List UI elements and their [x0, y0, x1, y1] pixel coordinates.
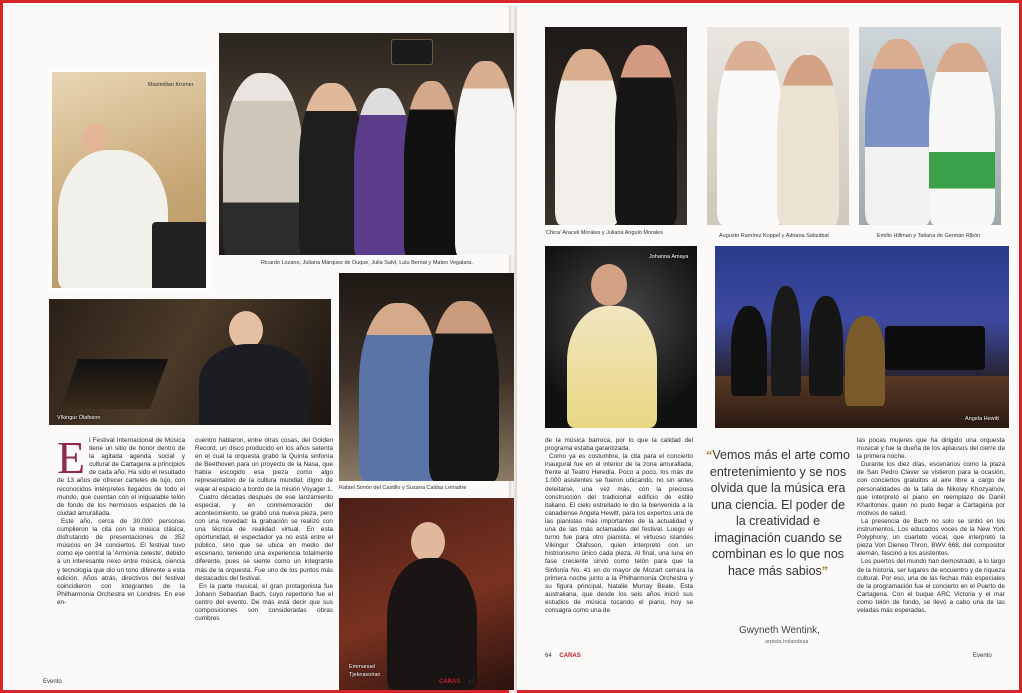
article-column-1	[545, 437, 693, 615]
caption-tjeknavorian-line1: Emmanuel	[349, 664, 376, 670]
caption-olafsson: Víkingur Ólafsson	[57, 415, 101, 421]
caption-group: Ricardo Lozano, Juliana Márquez de Duque, Julia Salvi, Lulu Bernal y Mateo Vegalara.	[261, 260, 473, 266]
quote-open-mark: “	[706, 448, 713, 462]
piano-shape	[60, 359, 168, 409]
photo-johanna-amaya	[545, 246, 697, 428]
page-number: 63	[468, 679, 475, 685]
article-paragraph: Este año, cerca de 30.000 personas cumplieron la cita con la música clásica, disfrutando de presentaciones de 352 músicos en 34 conciertos. El festival tuvo como eje central la 'Armonía celeste', debido a un interesante nexo entre música, ciencia y tecnología que dio un tono diferente a esta edición. Años atrás, directivos del festival coincidieron con integrantes de la Philharmonia Orchestra en Londres. En ese en-	[57, 517, 185, 606]
photo-emilio-hillman	[859, 27, 1001, 225]
photo-group-five	[219, 33, 514, 255]
caption-hewitt: Angela Hewitt	[965, 416, 999, 422]
caption-kromer: Maximilian Kromer	[148, 82, 194, 88]
article-intro: l Festival Internacional de Música tiene un sitio de honor dentro de la agitada agenda social y cultural de Cartagena a principios de cada año. Ha sido el resultado de 13 años de ofrecer carteles de lujo, con reconocidos intérpretes llegados de todo el mundo, que cuentan con el inigualable telón de fondo de los hermosos espacios de la ciudad amurallada.	[57, 437, 185, 517]
caption-amaya: Johanna Amaya	[649, 254, 689, 260]
photo-augusto-ramirez	[707, 27, 849, 225]
caption-simon: Rafael Simón del Castillo y Susana Caldas Lemaitre	[339, 485, 467, 491]
caption-morales: 'Chica' Araceli Morales y Juliana Angulo Morales	[545, 230, 663, 236]
photo-emmanuel-tjeknavorian	[339, 498, 514, 690]
article-paragraph: Cuatro décadas después de ese lanzamiento especial, y en conmemoración del acontecimiento, se grabó una nueva pieza, pero con una novedad: la grabación se realizó con una técnica de realidad virtual. En esta oportunidad, el espectador ya no está entre el público, sino que se ubica en medio del escenario, teniendo una experiencia totalmente diferente, pues se siente como un integrante más de la orquesta. Fue uno de los puntos más destacados del festival.	[195, 493, 333, 582]
right-page	[517, 9, 1017, 684]
left-footer-section: Evento	[43, 679, 62, 685]
clock-sign	[391, 39, 433, 65]
caption-tjeknavorian-line2: Tjeknavorian	[349, 672, 381, 678]
right-footer-section: Evento	[973, 653, 992, 659]
quote-text: Vemos más el arte como entretenimiento y se nos olvida que la música era una ciencia. El poder de la creatividad e imaginación cuando se combinan es lo que nos hace más sabios	[709, 448, 850, 578]
article-column-2	[195, 437, 333, 623]
article-paragraph: Los puertos del mundo han demostrado, a lo largo de la historia, ser lugares de encuentro y de riqueza cultural. Por eso, una de las fechas más especiales de la programación fue el concierto en el Puerto de Cartagena. Con el buque ARC Victoria y el mar como telón de fondo, se llevó a cabo una de las veladas más esperadas.	[857, 558, 1005, 614]
article-column-1	[57, 432, 185, 607]
left-footer-folio	[439, 679, 475, 685]
article-column-3	[857, 437, 1005, 615]
article-paragraph: La presencia de Bach no solo se sintió en los instrumentos. Los educados voces de la New York Polyphony, un cuarteto vocal, que interpretó la pieza Von Dieneo Thron, BWV 668, del compositor alemán, fascinó a los asistentes.	[857, 517, 1005, 558]
left-page	[9, 9, 509, 684]
article-paragraph: En la parte musical, el gran protagonista fue Johann Sebastian Bach, cuyo repertorio fue el centro del evento. De más está decir que sus composiciones son consideradas obras cumbres	[195, 582, 333, 623]
grand-piano	[885, 326, 985, 370]
photo-araceli-morales	[545, 27, 687, 225]
article-paragraph: Como ya es costumbre, la cita para el concierto inaugural fue en el interior de la zona amurallada, frente al Teatro Heredia. Poco a poco, los más de 1.000 asistentes se fueron ubicando, no sin antes deleitarse, una vez más, con la preciosa construcción del tradicional edificio de estilo italiano. El cielo estrellado le dio la bienvenida a la canadiense Angela Hewitt, para los expertos una de las pianistas más importantes de la actualidad y una de las más aclamadas del festival. Luego el turno fue para otro pianista, el virtuoso islandés Víkingur Ólafsson, quien interpretó con un histrionismo único cada pieza. Al final, una luna en fase creciente sirvió como telón para que la Sinfonía No. 41 en do mayor de Mozart cerrara la primera noche junto a la Philharmonia Orchestra y su figura principal, Natalie Murray Beale. Esta australiana, que desde los seis años inició sus estudios de música tocando el piano, hoy se consagra como una de	[545, 453, 693, 614]
pull-quote	[705, 447, 851, 579]
quote-author: Gwyneth Wentink,	[739, 625, 820, 636]
page-number: 64	[545, 653, 552, 659]
article-paragraph: de la música barroca, por lo que la calidad del programa estaba garantizada.	[545, 437, 693, 453]
photo-maximilian-kromer	[49, 69, 209, 291]
right-footer-folio	[545, 653, 581, 659]
footer-brand: CARAS	[439, 679, 461, 685]
quote-close-mark: ”	[821, 563, 829, 578]
article-paragraph: Durante los diez días, escenarios como la plaza de San Pedro Claver se vistieron para la ocasión, con conciertos gratuitos al aire libre a cargo de personalidades de la talla de Nikolay Khozyainov, que interpretó el piano en reemplazo de Daniil Kharitonov, quien no pudo llegar a Cartagena por motivos de salud.	[857, 461, 1005, 517]
quote-author-role: arpista holandesa	[765, 639, 809, 645]
footer-brand: CARAS	[559, 653, 581, 659]
photo-vikingur-olafsson	[49, 299, 331, 425]
caption-ramirez: Augusto Ramírez Koppel y Adriana Satizábal	[719, 233, 829, 239]
article-paragraph: cuentro hablaron, entre otras cosas, del Golden Record, un disco producido en los años setenta en el cual la orquesta grabó la Quinta sinfonía de Beethoven para un proyecto de la Nasa, que había escogido esa pieza como algo representativo de la cultura mundial, digno de viajar al espacio a bordo de la misión Voyager 1.	[195, 437, 333, 493]
article-paragraph: las pocas mujeres que ha dirigido una orquesta musical y fue la dueña de los aplausos del cierre de la primera noche.	[857, 437, 1005, 461]
photo-angela-hewitt	[715, 246, 1009, 428]
photo-rafael-simon	[339, 273, 514, 481]
caption-hillman: Emilio Hillman y Tatiana de Germán Ribón	[877, 233, 981, 239]
drop-cap: E	[57, 432, 86, 483]
